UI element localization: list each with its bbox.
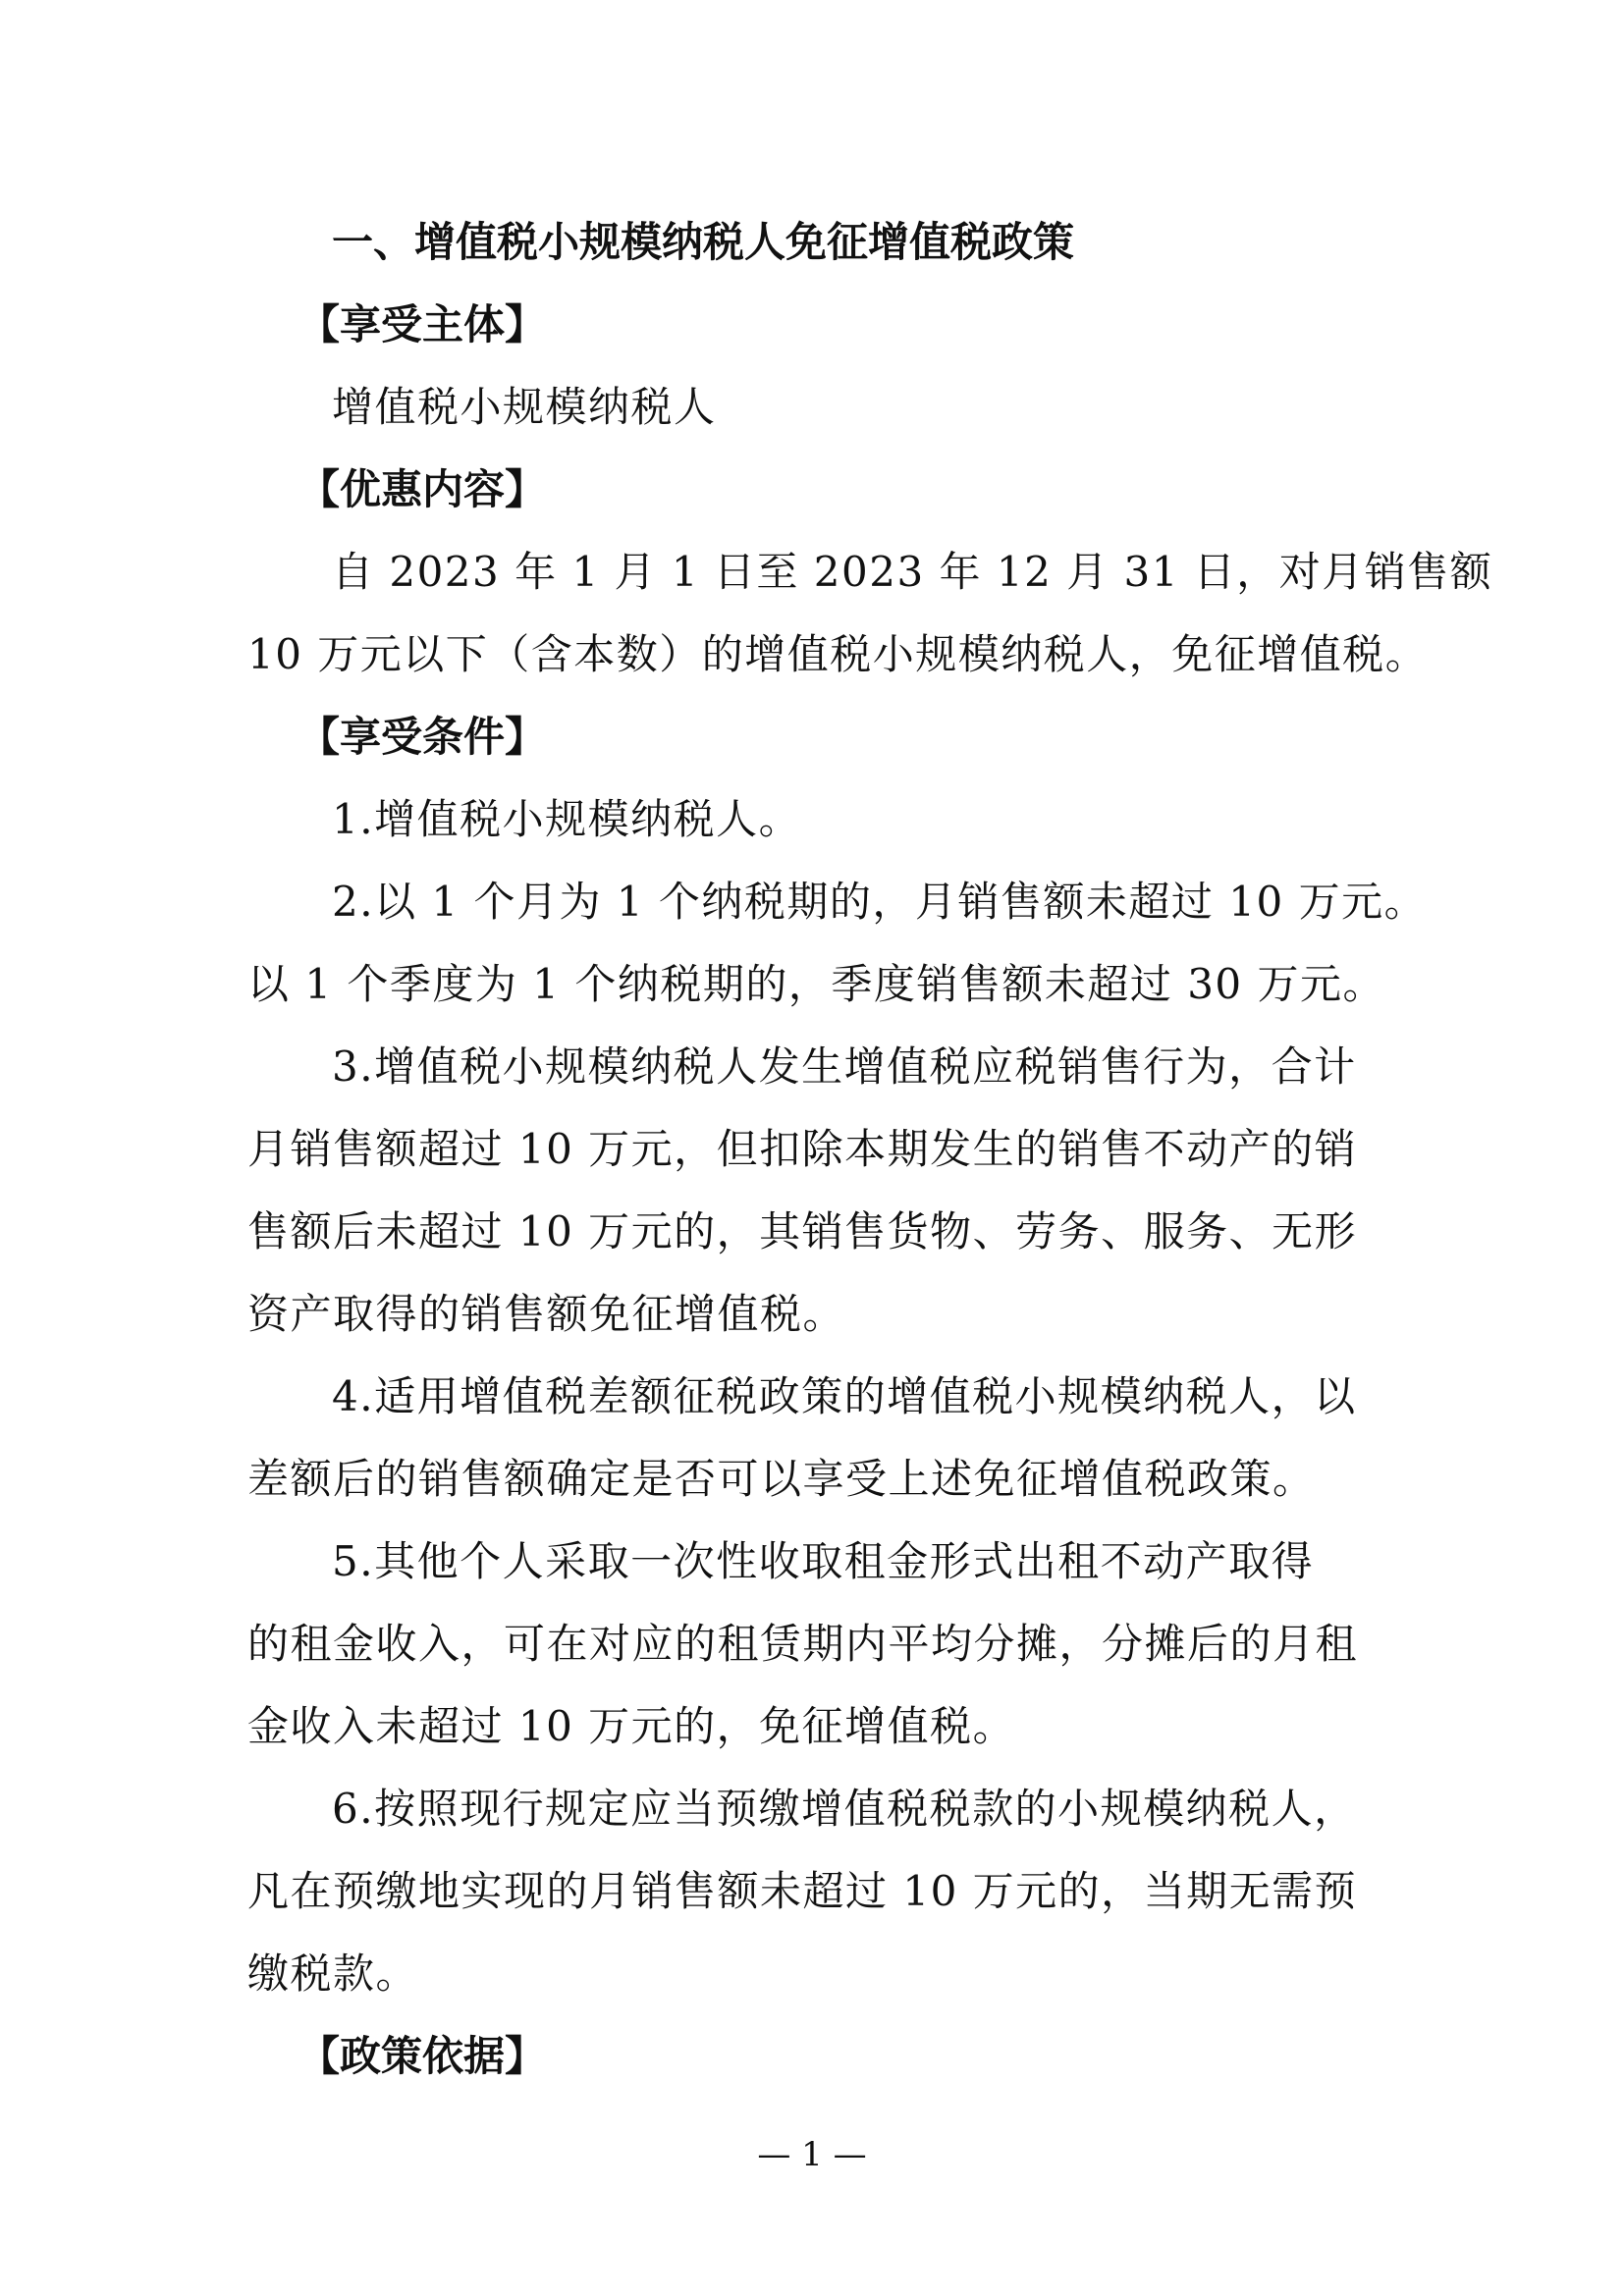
content-heading: 【优惠内容】	[298, 465, 547, 513]
subject-heading: 【享受主体】	[298, 300, 547, 348]
condition-line: 1.增值税小规模纳税人。	[332, 795, 802, 843]
basis-heading: 【政策依据】	[298, 2032, 547, 2080]
condition-line: 5.其他个人采取一次性收取租金形式出租不动产取得	[332, 1537, 1315, 1585]
condition-line: 凡在预缴地实现的月销售额未超过 10 万元的，当期无需预	[247, 1867, 1358, 1915]
condition-line: 金收入未超过 10 万元的，免征增值税。	[247, 1702, 1016, 1750]
condition-line: 月销售额超过 10 万元，但扣除本期发生的销售不动产的销	[247, 1125, 1358, 1173]
condition-line: 缴税款。	[247, 1949, 419, 1998]
condition-line: 资产取得的销售额免征增值税。	[247, 1290, 846, 1338]
content-line: 10 万元以下（含本数）的增值税小规模纳税人，免征增值税。	[247, 630, 1429, 678]
section-title: 一、增值税小规模纳税人免征增值税政策	[332, 218, 1075, 266]
condition-line: 的租金收入，可在对应的租赁期内平均分摊，分摊后的月租	[247, 1620, 1359, 1668]
condition-line: 3.增值税小规模纳税人发生增值税应税销售行为，合计	[332, 1042, 1357, 1091]
condition-line: 差额后的销售额确定是否可以享受上述免征增值税政策。	[247, 1455, 1316, 1503]
condition-line: 2.以 1 个月为 1 个纳税期的，月销售额未超过 10 万元。	[332, 878, 1428, 926]
condition-line: 6.按照现行规定应当预缴增值税税款的小规模纳税人，	[332, 1785, 1357, 1833]
conditions-heading: 【享受条件】	[298, 713, 547, 761]
page-number: — 1 —	[757, 2135, 867, 2174]
condition-line: 以 1 个季度为 1 个纳税期的，季度销售额未超过 30 万元。	[247, 960, 1385, 1008]
subject-text: 增值税小规模纳税人	[332, 383, 717, 431]
content-line: 自 2023 年 1 月 1 日至 2023 年 12 月 31 日，对月销售额	[332, 548, 1493, 596]
document-body	[247, 201, 1493, 2098]
condition-line: 4.适用增值税差额征税政策的增值税小规模纳税人，以	[332, 1372, 1357, 1420]
condition-line: 售额后未超过 10 万元的，其销售货物、劳务、服务、无形	[247, 1207, 1358, 1255]
